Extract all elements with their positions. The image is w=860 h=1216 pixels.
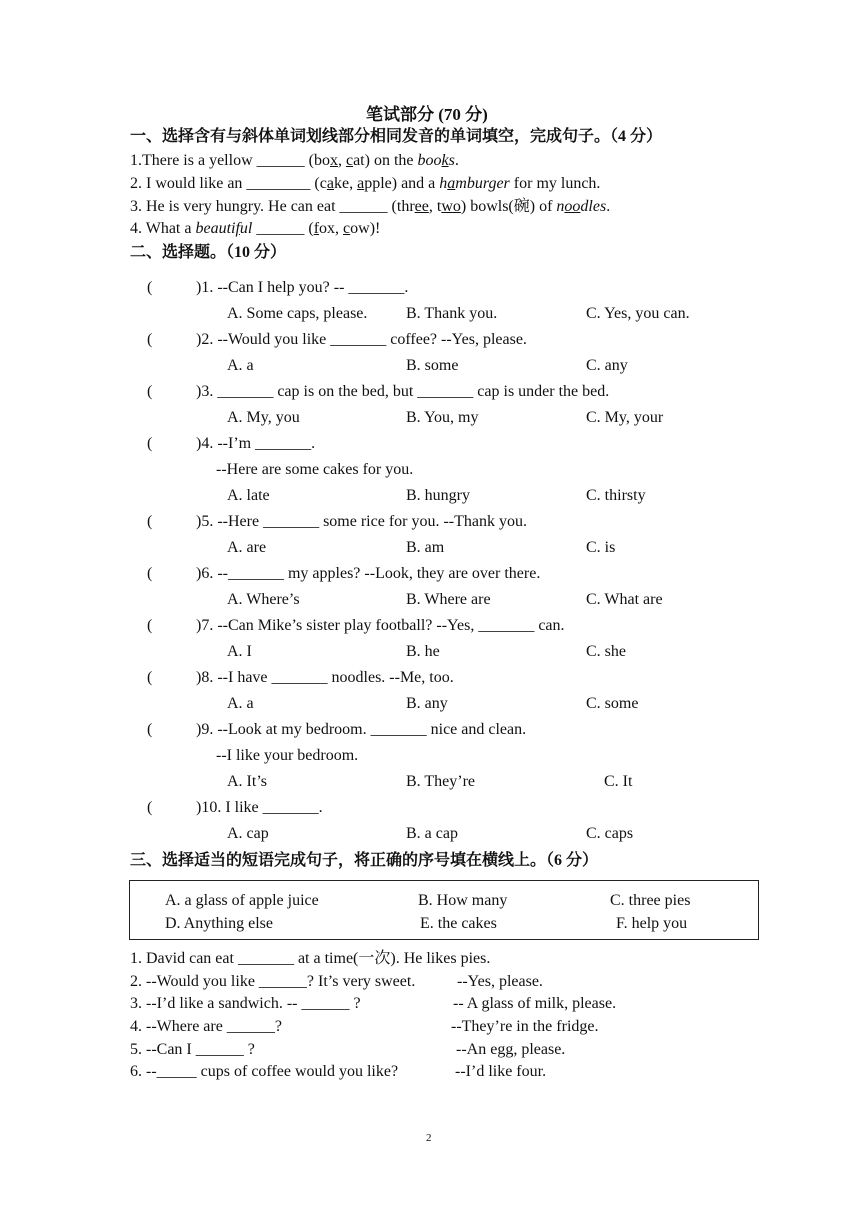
q8-option-b: B. any <box>406 695 448 712</box>
paren: ( <box>147 617 153 634</box>
s3-sentence-3: 3. --I’d like a sandwich. -- ______ ? <box>130 995 361 1012</box>
section1-heading: 一、选择含有与斜体单词划线部分相同发音的单词填空，完成句子。（4 分） <box>130 128 663 145</box>
s1-item-4: 4. What a beautiful ______ (fox, cow)! <box>130 220 381 237</box>
paren: ( <box>147 669 153 686</box>
q2-option-b: B. some <box>406 357 459 374</box>
q6-option-b: B. Where are <box>406 591 491 608</box>
paren: ( <box>147 721 153 738</box>
q10-option-a: A. cap <box>227 825 269 842</box>
s3-sentence-1: 1. David can eat _______ at a time(一次). He likes pies. <box>130 950 491 967</box>
s3-sentence-2: 2. --Would you like ______? It’s very sweet. <box>130 973 416 990</box>
section2-heading: 二、选择题。（10 分） <box>130 244 287 261</box>
question-4: )4. --I’m _______. <box>196 435 316 452</box>
q1-option-c: C. Yes, you can. <box>586 305 690 322</box>
question-9-line2: --I like your bedroom. <box>216 747 359 764</box>
q10-option-c: C. caps <box>586 825 634 842</box>
q8-option-a: A. a <box>227 695 254 712</box>
page-title: 笔试部分 (70 分) <box>366 105 488 124</box>
s1-item-3: 3. He is very hungry. He can eat ______ (three, two) bowls(碗) of noodles. <box>130 198 611 215</box>
paren: ( <box>147 435 153 452</box>
s3-sentence-4: 4. --Where are ______? <box>130 1018 282 1035</box>
s3-sentence-6-reply: --I’d like four. <box>455 1063 547 1080</box>
q3-option-c: C. My, your <box>586 409 664 426</box>
q7-option-a: A. I <box>227 643 252 660</box>
q4-option-a: A. late <box>227 487 270 504</box>
box-option-d: D. Anything else <box>165 915 273 932</box>
q2-option-a: A. a <box>227 357 254 374</box>
s3-sentence-5-reply: --An egg, please. <box>456 1041 566 1058</box>
q9-option-c: C. It <box>604 773 633 790</box>
question-3: )3. _______ cap is on the bed, but _______ cap is under the bed. <box>196 383 610 400</box>
paren: ( <box>147 565 153 582</box>
q3-option-b: B. You, my <box>406 409 479 426</box>
paren: ( <box>147 513 153 530</box>
q8-option-c: C. some <box>586 695 639 712</box>
s3-sentence-4-reply: --They’re in the fridge. <box>451 1018 599 1035</box>
q5-option-b: B. am <box>406 539 445 556</box>
page-number: 2 <box>426 1132 432 1144</box>
question-2: )2. --Would you like _______ coffee? --Yes, please. <box>196 331 527 348</box>
paren: ( <box>147 279 153 296</box>
paren: ( <box>147 383 153 400</box>
q10-option-b: B. a cap <box>406 825 458 842</box>
question-10: )10. I like _______. <box>196 799 323 816</box>
question-6: )6. --_______ my apples? --Look, they are over there. <box>196 565 541 582</box>
q9-option-b: B. They’re <box>406 773 476 790</box>
question-1: )1. --Can I help you? -- _______. <box>196 279 409 296</box>
box-option-b: B. How many <box>418 892 508 909</box>
q7-option-b: B. he <box>406 643 440 660</box>
q3-option-a: A. My, you <box>227 409 300 426</box>
q4-option-b: B. hungry <box>406 487 470 504</box>
s3-sentence-3-reply: -- A glass of milk, please. <box>453 995 617 1012</box>
box-option-c: C. three pies <box>610 892 691 909</box>
section3-heading: 三、选择适当的短语完成句子，将正确的序号填在横线上。（6 分） <box>130 852 599 869</box>
q4-option-c: C. thirsty <box>586 487 646 504</box>
s1-item-2: 2. I would like an ________ (cake, apple) and a hamburger for my lunch. <box>130 175 601 192</box>
paren: ( <box>147 799 153 816</box>
q6-option-a: A. Where’s <box>227 591 300 608</box>
paren: ( <box>147 331 153 348</box>
question-4-line2: --Here are some cakes for you. <box>216 461 414 478</box>
q5-option-c: C. is <box>586 539 616 556</box>
q6-option-c: C. What are <box>586 591 663 608</box>
q5-option-a: A. are <box>227 539 267 556</box>
q9-option-a: A. It’s <box>227 773 267 790</box>
question-5: )5. --Here _______ some rice for you. --Thank you. <box>196 513 528 530</box>
q1-option-a: A. Some caps, please. <box>227 305 368 322</box>
question-9: )9. --Look at my bedroom. _______ nice and clean. <box>196 721 527 738</box>
s1-item-1: 1.There is a yellow ______ (box, cat) on the books. <box>130 152 459 169</box>
q2-option-c: C. any <box>586 357 628 374</box>
q1-option-b: B. Thank you. <box>406 305 498 322</box>
box-option-a: A. a glass of apple juice <box>165 892 319 909</box>
question-7: )7. --Can Mike’s sister play football? --Yes, _______ can. <box>196 617 565 634</box>
question-8: )8. --I have _______ noodles. --Me, too. <box>196 669 454 686</box>
s3-sentence-5: 5. --Can I ______ ? <box>130 1041 255 1058</box>
box-option-f: F. help you <box>616 915 688 932</box>
q7-option-c: C. she <box>586 643 626 660</box>
box-option-e: E. the cakes <box>420 915 497 932</box>
s3-sentence-6: 6. --_____ cups of coffee would you like? <box>130 1063 399 1080</box>
s3-sentence-2-reply: --Yes, please. <box>457 973 543 990</box>
